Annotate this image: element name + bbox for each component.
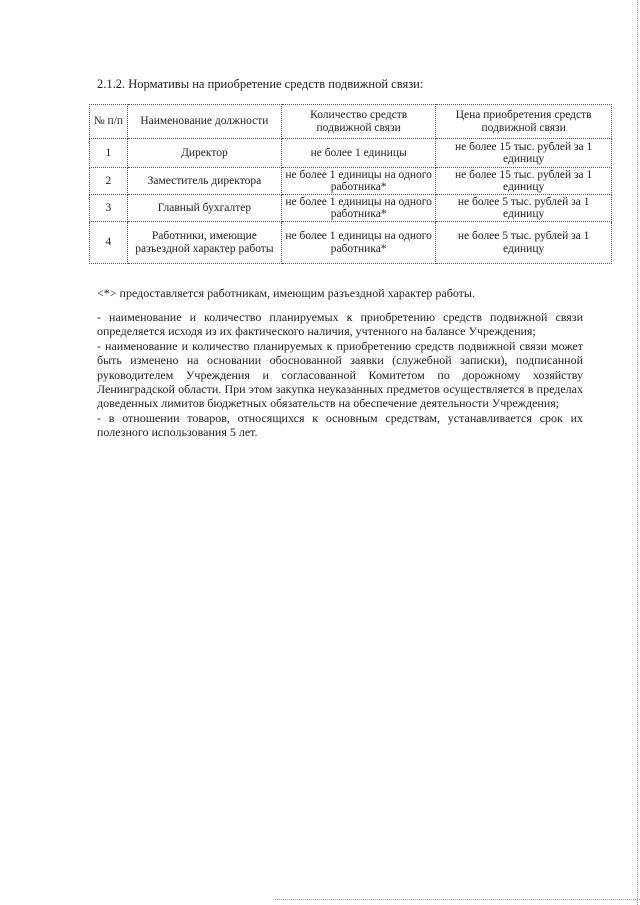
cell-quantity: не более 1 единицы на одного работника* [282, 168, 436, 195]
cell-quantity: не более 1 единицы [282, 139, 436, 168]
paragraph: - наименование и количество планируемых к приобретению средств подвижной связи может быть изменено на основании обоснованной заявки (служебной записки), подписанной руководителем Учреждения и согласованной Комитетом по дорожному хозяйству Ленинградской области. При этом закупка неуказанных предметов осуществляется в пределах доведенных лимитов бюджетных обязательств на обеспечение деятельности Учреждения; [97, 338, 583, 411]
table-row [90, 139, 612, 168]
footnote: <*> предоставляется работникам, имеющим разъездной характер работы. [97, 286, 475, 300]
cell-quantity: не более 1 единицы на одного работника* [282, 195, 436, 222]
cell-number: 2 [90, 168, 128, 195]
header-quantity: Количество средств подвижной связи [282, 105, 436, 139]
scan-edge-bottom [275, 899, 640, 900]
cell-price: не более 15 тыс. рублей за 1 единицу [436, 168, 612, 195]
section-heading: 2.1.2. Нормативы на приобретение средств подвижной связи: [97, 77, 424, 91]
paragraph: - наименование и количество планируемых к приобретению средств подвижной связи определяется исходя из их фактического наличия, учтенного на балансе Учреждения; [97, 310, 583, 339]
cell-price: не более 15 тыс. рублей за 1 единицу [436, 139, 612, 168]
cell-position: Заместитель директора [127, 168, 281, 195]
table-row [90, 168, 612, 195]
paragraph: - в отношении товаров, относящихся к основным средствам, устанавливается срок их полезного использования 5 лет. [97, 410, 583, 440]
cell-position: Главный бухгалтер [127, 195, 281, 222]
cell-number: 1 [90, 139, 128, 168]
header-number: № п/п [90, 105, 128, 139]
cell-price: не более 5 тыс. рублей за 1 единицу [436, 222, 612, 264]
header-price: Цена приобретения средств подвижной связи [436, 105, 612, 139]
norms-table [89, 104, 612, 264]
cell-number: 3 [90, 195, 128, 222]
body-text [97, 310, 583, 440]
cell-position: Работники, имеющие разъездной характер работы [127, 222, 281, 264]
cell-quantity: не более 1 единицы на одного работника* [282, 222, 436, 264]
table-row [90, 195, 612, 222]
table-header-row [90, 105, 612, 139]
cell-number: 4 [90, 222, 128, 264]
cell-position: Директор [127, 139, 281, 168]
table-row [90, 222, 612, 264]
cell-price: не более 5 тыс. рублей за 1 единицу [436, 195, 612, 222]
scan-edge-right [637, 0, 638, 905]
header-position: Наименование должности [127, 105, 281, 139]
